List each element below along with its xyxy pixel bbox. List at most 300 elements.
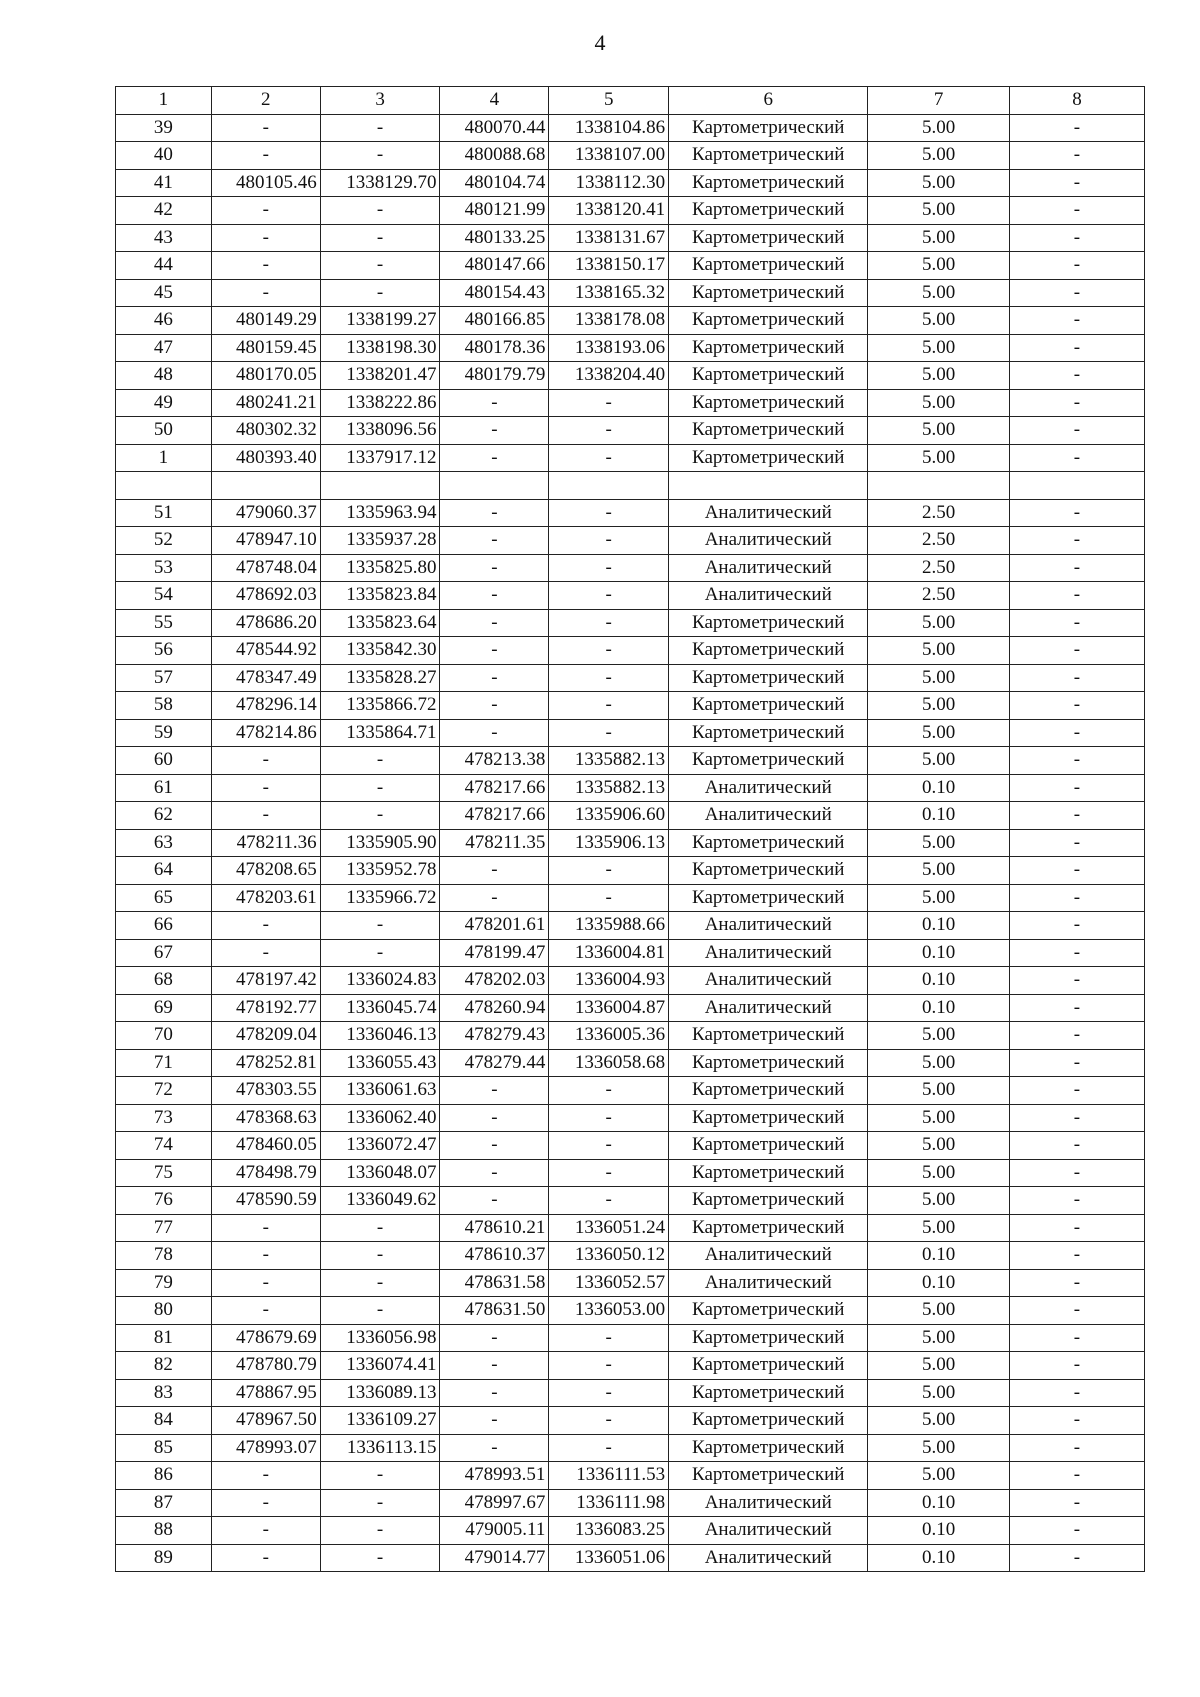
x-old-cell: 480149.29 bbox=[211, 307, 320, 335]
table-row bbox=[116, 774, 1145, 802]
point-number-cell: 50 bbox=[116, 417, 212, 445]
y-new-cell: 1336083.25 bbox=[549, 1517, 669, 1545]
y-new-cell: - bbox=[549, 1104, 669, 1132]
y-old-cell: - bbox=[320, 252, 440, 280]
y-new-cell: - bbox=[549, 582, 669, 610]
method-cell: Картометрический bbox=[669, 1379, 868, 1407]
point-number-cell: 57 bbox=[116, 664, 212, 692]
x-new-cell: - bbox=[440, 1324, 549, 1352]
method-cell: Аналитический bbox=[669, 1242, 868, 1270]
x-new-cell: - bbox=[440, 609, 549, 637]
method-cell: Картометрический bbox=[669, 444, 868, 472]
x-old-cell: 480393.40 bbox=[211, 444, 320, 472]
x-old-cell: 478498.79 bbox=[211, 1159, 320, 1187]
accuracy-cell: 5.00 bbox=[868, 224, 1010, 252]
x-old-cell: - bbox=[211, 912, 320, 940]
point-number-cell: 85 bbox=[116, 1434, 212, 1462]
note-cell: - bbox=[1009, 169, 1144, 197]
y-old-cell: 1338198.30 bbox=[320, 334, 440, 362]
y-new-cell: - bbox=[549, 1407, 669, 1435]
y-old-cell: 1335828.27 bbox=[320, 664, 440, 692]
x-old-cell: - bbox=[211, 774, 320, 802]
table-row bbox=[116, 114, 1145, 142]
point-number-cell: 76 bbox=[116, 1187, 212, 1215]
y-new-cell: 1336052.57 bbox=[549, 1269, 669, 1297]
table-row bbox=[116, 1077, 1145, 1105]
x-new-cell: - bbox=[440, 637, 549, 665]
accuracy-cell: 2.50 bbox=[868, 527, 1010, 555]
point-number-cell: 55 bbox=[116, 609, 212, 637]
x-old-cell: - bbox=[211, 1544, 320, 1572]
method-cell: Аналитический bbox=[669, 1544, 868, 1572]
method-cell: Аналитический bbox=[669, 527, 868, 555]
note-cell: - bbox=[1009, 1242, 1144, 1270]
note-cell: - bbox=[1009, 1104, 1144, 1132]
x-new-cell: - bbox=[440, 1352, 549, 1380]
method-cell: Картометрический bbox=[669, 747, 868, 775]
accuracy-cell: 5.00 bbox=[868, 389, 1010, 417]
x-old-cell: - bbox=[211, 224, 320, 252]
point-number-cell: 82 bbox=[116, 1352, 212, 1380]
x-new-cell: 480088.68 bbox=[440, 142, 549, 170]
y-old-cell: - bbox=[320, 114, 440, 142]
method-cell: Аналитический bbox=[669, 774, 868, 802]
method-cell: Аналитический bbox=[669, 967, 868, 995]
x-old-cell: 480302.32 bbox=[211, 417, 320, 445]
x-old-cell: 478209.04 bbox=[211, 1022, 320, 1050]
method-cell: Аналитический bbox=[669, 582, 868, 610]
y-old-cell: - bbox=[320, 224, 440, 252]
table-row bbox=[116, 939, 1145, 967]
column-header-5: 5 bbox=[549, 87, 669, 115]
point-number-cell: 67 bbox=[116, 939, 212, 967]
table-row bbox=[116, 1022, 1145, 1050]
y-new-cell: 1336111.53 bbox=[549, 1462, 669, 1490]
note-cell: - bbox=[1009, 637, 1144, 665]
y-old-cell: - bbox=[320, 1489, 440, 1517]
x-new-cell: 479014.77 bbox=[440, 1544, 549, 1572]
point-number-cell: 52 bbox=[116, 527, 212, 555]
table-row bbox=[116, 224, 1145, 252]
y-old-cell: 1336056.98 bbox=[320, 1324, 440, 1352]
x-new-cell: - bbox=[440, 1434, 549, 1462]
method-cell: Аналитический bbox=[669, 1489, 868, 1517]
y-old-cell: - bbox=[320, 197, 440, 225]
x-new-cell: - bbox=[440, 527, 549, 555]
x-old-cell: 478192.77 bbox=[211, 994, 320, 1022]
x-new-cell: - bbox=[440, 582, 549, 610]
y-old-cell: - bbox=[320, 802, 440, 830]
method-cell: Картометрический bbox=[669, 692, 868, 720]
table-row bbox=[116, 1159, 1145, 1187]
x-new-cell: - bbox=[440, 692, 549, 720]
y-new-cell: 1338193.06 bbox=[549, 334, 669, 362]
method-cell: Картометрический bbox=[669, 637, 868, 665]
point-number-cell: 60 bbox=[116, 747, 212, 775]
point-number-cell: 84 bbox=[116, 1407, 212, 1435]
table-row bbox=[116, 334, 1145, 362]
y-new-cell: - bbox=[549, 527, 669, 555]
table-row bbox=[116, 444, 1145, 472]
method-cell: Картометрический bbox=[669, 857, 868, 885]
method-cell: Аналитический bbox=[669, 912, 868, 940]
y-new-cell: 1336111.98 bbox=[549, 1489, 669, 1517]
x-old-cell: 480159.45 bbox=[211, 334, 320, 362]
x-old-cell: 478780.79 bbox=[211, 1352, 320, 1380]
accuracy-cell: 5.00 bbox=[868, 1324, 1010, 1352]
note-cell bbox=[1009, 472, 1144, 500]
note-cell: - bbox=[1009, 774, 1144, 802]
method-cell: Картометрический bbox=[669, 1324, 868, 1352]
method-cell: Картометрический bbox=[669, 1077, 868, 1105]
y-old-cell: - bbox=[320, 1269, 440, 1297]
note-cell: - bbox=[1009, 444, 1144, 472]
y-new-cell: 1336058.68 bbox=[549, 1049, 669, 1077]
point-number-cell: 63 bbox=[116, 829, 212, 857]
y-new-cell: - bbox=[549, 1159, 669, 1187]
y-old-cell: - bbox=[320, 1544, 440, 1572]
note-cell: - bbox=[1009, 1297, 1144, 1325]
accuracy-cell: 5.00 bbox=[868, 609, 1010, 637]
y-old-cell: - bbox=[320, 774, 440, 802]
y-new-cell: 1338112.30 bbox=[549, 169, 669, 197]
note-cell: - bbox=[1009, 389, 1144, 417]
note-cell: - bbox=[1009, 609, 1144, 637]
table-row bbox=[116, 1187, 1145, 1215]
x-old-cell: - bbox=[211, 1517, 320, 1545]
table-row bbox=[116, 664, 1145, 692]
table-row bbox=[116, 1049, 1145, 1077]
accuracy-cell: 5.00 bbox=[868, 307, 1010, 335]
method-cell: Картометрический bbox=[669, 1352, 868, 1380]
y-new-cell: 1338150.17 bbox=[549, 252, 669, 280]
accuracy-cell: 2.50 bbox=[868, 582, 1010, 610]
y-old-cell: 1336024.83 bbox=[320, 967, 440, 995]
x-old-cell: 478867.95 bbox=[211, 1379, 320, 1407]
y-old-cell: - bbox=[320, 747, 440, 775]
x-new-cell: 478217.66 bbox=[440, 802, 549, 830]
x-old-cell: - bbox=[211, 747, 320, 775]
point-number-cell: 75 bbox=[116, 1159, 212, 1187]
x-new-cell: 478631.50 bbox=[440, 1297, 549, 1325]
note-cell: - bbox=[1009, 527, 1144, 555]
x-old-cell: - bbox=[211, 802, 320, 830]
x-new-cell: 480147.66 bbox=[440, 252, 549, 280]
y-new-cell: 1336053.00 bbox=[549, 1297, 669, 1325]
x-old-cell: - bbox=[211, 1242, 320, 1270]
y-new-cell: 1338107.00 bbox=[549, 142, 669, 170]
point-number-cell: 41 bbox=[116, 169, 212, 197]
y-new-cell: - bbox=[549, 1132, 669, 1160]
method-cell: Картометрический bbox=[669, 252, 868, 280]
table-row bbox=[116, 582, 1145, 610]
method-cell: Аналитический bbox=[669, 499, 868, 527]
y-new-cell: - bbox=[549, 444, 669, 472]
point-number-cell: 66 bbox=[116, 912, 212, 940]
y-old-cell: 1335905.90 bbox=[320, 829, 440, 857]
method-cell: Аналитический bbox=[669, 939, 868, 967]
x-new-cell: 478211.35 bbox=[440, 829, 549, 857]
y-new-cell: 1335906.13 bbox=[549, 829, 669, 857]
point-number-cell: 70 bbox=[116, 1022, 212, 1050]
method-cell: Картометрический bbox=[669, 389, 868, 417]
table-row bbox=[116, 1297, 1145, 1325]
note-cell: - bbox=[1009, 197, 1144, 225]
y-old-cell: 1335842.30 bbox=[320, 637, 440, 665]
x-old-cell: - bbox=[211, 1489, 320, 1517]
y-new-cell: - bbox=[549, 719, 669, 747]
x-old-cell: 478544.92 bbox=[211, 637, 320, 665]
table-row bbox=[116, 252, 1145, 280]
x-old-cell: 478296.14 bbox=[211, 692, 320, 720]
y-new-cell: 1335988.66 bbox=[549, 912, 669, 940]
point-number-cell: 56 bbox=[116, 637, 212, 665]
y-old-cell: - bbox=[320, 1242, 440, 1270]
accuracy-cell: 5.00 bbox=[868, 1159, 1010, 1187]
y-old-cell: - bbox=[320, 1462, 440, 1490]
point-number-cell: 86 bbox=[116, 1462, 212, 1490]
y-new-cell: 1336050.12 bbox=[549, 1242, 669, 1270]
point-number-cell: 53 bbox=[116, 554, 212, 582]
note-cell: - bbox=[1009, 1489, 1144, 1517]
x-old-cell bbox=[211, 472, 320, 500]
accuracy-cell: 5.00 bbox=[868, 1077, 1010, 1105]
accuracy-cell: 5.00 bbox=[868, 1022, 1010, 1050]
x-old-cell: 478303.55 bbox=[211, 1077, 320, 1105]
x-new-cell: 480154.43 bbox=[440, 279, 549, 307]
method-cell: Картометрический bbox=[669, 1187, 868, 1215]
table-row bbox=[116, 829, 1145, 857]
y-old-cell: 1335825.80 bbox=[320, 554, 440, 582]
x-new-cell: - bbox=[440, 719, 549, 747]
point-number-cell: 44 bbox=[116, 252, 212, 280]
table-row bbox=[116, 472, 1145, 500]
x-old-cell: 478679.69 bbox=[211, 1324, 320, 1352]
point-number-cell: 47 bbox=[116, 334, 212, 362]
point-number-cell: 79 bbox=[116, 1269, 212, 1297]
accuracy-cell: 0.10 bbox=[868, 1489, 1010, 1517]
note-cell: - bbox=[1009, 1049, 1144, 1077]
method-cell: Картометрический bbox=[669, 279, 868, 307]
point-number-cell: 49 bbox=[116, 389, 212, 417]
y-new-cell: - bbox=[549, 884, 669, 912]
point-number-cell: 39 bbox=[116, 114, 212, 142]
y-old-cell: 1335866.72 bbox=[320, 692, 440, 720]
x-old-cell: - bbox=[211, 1269, 320, 1297]
x-new-cell: - bbox=[440, 1077, 549, 1105]
y-new-cell: 1336051.06 bbox=[549, 1544, 669, 1572]
y-new-cell: - bbox=[549, 554, 669, 582]
y-new-cell: 1338120.41 bbox=[549, 197, 669, 225]
note-cell: - bbox=[1009, 967, 1144, 995]
y-old-cell: 1338096.56 bbox=[320, 417, 440, 445]
table-row bbox=[116, 1104, 1145, 1132]
column-header-7: 7 bbox=[868, 87, 1010, 115]
x-old-cell: 479060.37 bbox=[211, 499, 320, 527]
accuracy-cell: 0.10 bbox=[868, 1269, 1010, 1297]
x-old-cell: 478203.61 bbox=[211, 884, 320, 912]
table-row bbox=[116, 142, 1145, 170]
x-old-cell: - bbox=[211, 1297, 320, 1325]
note-cell: - bbox=[1009, 362, 1144, 390]
table-row bbox=[116, 967, 1145, 995]
point-number-cell: 1 bbox=[116, 444, 212, 472]
x-new-cell: 478217.66 bbox=[440, 774, 549, 802]
method-cell: Картометрический bbox=[669, 114, 868, 142]
table-row bbox=[116, 1324, 1145, 1352]
y-old-cell: 1335823.84 bbox=[320, 582, 440, 610]
x-old-cell: 480170.05 bbox=[211, 362, 320, 390]
note-cell: - bbox=[1009, 1544, 1144, 1572]
method-cell: Картометрический bbox=[669, 1049, 868, 1077]
point-number-cell: 42 bbox=[116, 197, 212, 225]
accuracy-cell: 5.00 bbox=[868, 1407, 1010, 1435]
note-cell: - bbox=[1009, 114, 1144, 142]
point-number-cell: 40 bbox=[116, 142, 212, 170]
table-row bbox=[116, 1132, 1145, 1160]
note-cell: - bbox=[1009, 1434, 1144, 1462]
x-old-cell: 478197.42 bbox=[211, 967, 320, 995]
x-old-cell: - bbox=[211, 114, 320, 142]
table-row bbox=[116, 169, 1145, 197]
table-row bbox=[116, 692, 1145, 720]
y-old-cell: 1335963.94 bbox=[320, 499, 440, 527]
y-new-cell bbox=[549, 472, 669, 500]
point-number-cell: 74 bbox=[116, 1132, 212, 1160]
note-cell: - bbox=[1009, 307, 1144, 335]
y-old-cell: 1336061.63 bbox=[320, 1077, 440, 1105]
accuracy-cell: 5.00 bbox=[868, 1297, 1010, 1325]
note-cell: - bbox=[1009, 719, 1144, 747]
y-old-cell: 1338201.47 bbox=[320, 362, 440, 390]
y-old-cell: 1335864.71 bbox=[320, 719, 440, 747]
table-row bbox=[116, 307, 1145, 335]
method-cell: Картометрический bbox=[669, 609, 868, 637]
y-new-cell: 1336004.93 bbox=[549, 967, 669, 995]
point-number-cell: 46 bbox=[116, 307, 212, 335]
x-new-cell: 478993.51 bbox=[440, 1462, 549, 1490]
y-new-cell: 1335882.13 bbox=[549, 774, 669, 802]
y-new-cell: 1336005.36 bbox=[549, 1022, 669, 1050]
accuracy-cell: 0.10 bbox=[868, 802, 1010, 830]
accuracy-cell: 5.00 bbox=[868, 1104, 1010, 1132]
y-new-cell: 1338165.32 bbox=[549, 279, 669, 307]
y-old-cell: 1335823.64 bbox=[320, 609, 440, 637]
note-cell: - bbox=[1009, 692, 1144, 720]
point-number-cell: 80 bbox=[116, 1297, 212, 1325]
point-number-cell: 59 bbox=[116, 719, 212, 747]
note-cell: - bbox=[1009, 1462, 1144, 1490]
x-old-cell: - bbox=[211, 1462, 320, 1490]
x-old-cell: 478208.65 bbox=[211, 857, 320, 885]
accuracy-cell: 5.00 bbox=[868, 1187, 1010, 1215]
x-old-cell: 478692.03 bbox=[211, 582, 320, 610]
point-number-cell: 64 bbox=[116, 857, 212, 885]
x-new-cell: 478610.37 bbox=[440, 1242, 549, 1270]
note-cell: - bbox=[1009, 884, 1144, 912]
y-new-cell: - bbox=[549, 389, 669, 417]
y-old-cell: - bbox=[320, 1214, 440, 1242]
table-row bbox=[116, 1269, 1145, 1297]
x-old-cell: 478214.86 bbox=[211, 719, 320, 747]
method-cell: Аналитический bbox=[669, 1517, 868, 1545]
x-old-cell: - bbox=[211, 279, 320, 307]
note-cell: - bbox=[1009, 1517, 1144, 1545]
table-row bbox=[116, 1462, 1145, 1490]
x-new-cell: 480179.79 bbox=[440, 362, 549, 390]
y-new-cell: 1338204.40 bbox=[549, 362, 669, 390]
y-old-cell bbox=[320, 472, 440, 500]
point-number-cell: 61 bbox=[116, 774, 212, 802]
table-row bbox=[116, 1517, 1145, 1545]
accuracy-cell: 5.00 bbox=[868, 829, 1010, 857]
y-new-cell: - bbox=[549, 1187, 669, 1215]
point-number-cell: 58 bbox=[116, 692, 212, 720]
point-number-cell bbox=[116, 472, 212, 500]
note-cell: - bbox=[1009, 1077, 1144, 1105]
note-cell: - bbox=[1009, 857, 1144, 885]
column-header-3: 3 bbox=[320, 87, 440, 115]
table-row bbox=[116, 1214, 1145, 1242]
note-cell: - bbox=[1009, 582, 1144, 610]
table-row bbox=[116, 747, 1145, 775]
note-cell: - bbox=[1009, 664, 1144, 692]
table-header-row bbox=[116, 87, 1145, 115]
y-old-cell: 1336048.07 bbox=[320, 1159, 440, 1187]
method-cell: Картометрический bbox=[669, 224, 868, 252]
column-header-2: 2 bbox=[211, 87, 320, 115]
column-header-6: 6 bbox=[669, 87, 868, 115]
y-old-cell: 1336055.43 bbox=[320, 1049, 440, 1077]
accuracy-cell bbox=[868, 472, 1010, 500]
table-row bbox=[116, 554, 1145, 582]
accuracy-cell: 5.00 bbox=[868, 1214, 1010, 1242]
note-cell: - bbox=[1009, 1022, 1144, 1050]
x-new-cell: 479005.11 bbox=[440, 1517, 549, 1545]
point-number-cell: 72 bbox=[116, 1077, 212, 1105]
y-new-cell: - bbox=[549, 609, 669, 637]
note-cell: - bbox=[1009, 554, 1144, 582]
method-cell: Аналитический bbox=[669, 554, 868, 582]
accuracy-cell: 5.00 bbox=[868, 884, 1010, 912]
point-number-cell: 45 bbox=[116, 279, 212, 307]
method-cell: Картометрический bbox=[669, 1434, 868, 1462]
accuracy-cell: 2.50 bbox=[868, 499, 1010, 527]
table-row bbox=[116, 417, 1145, 445]
y-old-cell: 1336109.27 bbox=[320, 1407, 440, 1435]
y-old-cell: 1336049.62 bbox=[320, 1187, 440, 1215]
method-cell: Картометрический bbox=[669, 417, 868, 445]
y-old-cell: 1336089.13 bbox=[320, 1379, 440, 1407]
x-new-cell: - bbox=[440, 444, 549, 472]
table-row bbox=[116, 857, 1145, 885]
x-old-cell: 478460.05 bbox=[211, 1132, 320, 1160]
accuracy-cell: 5.00 bbox=[868, 747, 1010, 775]
point-number-cell: 81 bbox=[116, 1324, 212, 1352]
accuracy-cell: 5.00 bbox=[868, 692, 1010, 720]
method-cell: Аналитический bbox=[669, 802, 868, 830]
accuracy-cell: 5.00 bbox=[868, 197, 1010, 225]
point-number-cell: 87 bbox=[116, 1489, 212, 1517]
x-new-cell: 480166.85 bbox=[440, 307, 549, 335]
y-new-cell: - bbox=[549, 417, 669, 445]
method-cell: Картометрический bbox=[669, 169, 868, 197]
table-row bbox=[116, 1352, 1145, 1380]
table-row bbox=[116, 1544, 1145, 1572]
accuracy-cell: 0.10 bbox=[868, 1242, 1010, 1270]
y-new-cell: - bbox=[549, 1352, 669, 1380]
accuracy-cell: 0.10 bbox=[868, 1544, 1010, 1572]
